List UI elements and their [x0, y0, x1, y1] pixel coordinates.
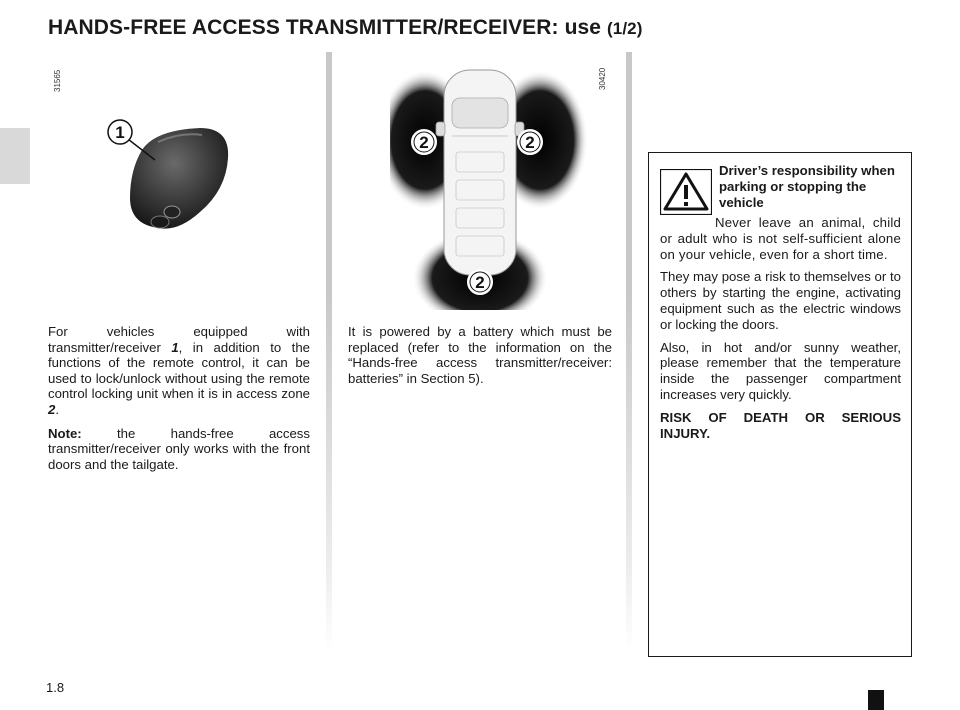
zone-reference: 2 — [48, 401, 56, 417]
warning-paragraph-2: Also, in hot and/or sunny weather, please remember that the temperature inside the passenger compartment increases very quickly. — [660, 339, 901, 402]
column-1-text — [48, 324, 310, 480]
warning-title: Driver’s responsibility when parking or stopping the vehicle — [719, 163, 895, 210]
battery-paragraph: It is powered by a battery which must be replaced (refer to the information on the “Hands-free access transmitter/receiver: batteries” in Section 5). — [348, 324, 612, 386]
page-corner-mark — [868, 690, 884, 710]
zone-number-right: 2 — [525, 133, 535, 152]
page-title-main: HANDS-FREE ACCESS TRANSMITTER/RECEIVER: use — [48, 16, 602, 39]
remote-control-illustration — [100, 110, 260, 250]
warning-box — [648, 152, 912, 657]
receiver-reference: 1 — [171, 339, 179, 355]
zone-callout-left — [412, 130, 436, 154]
zone-callout-right — [518, 130, 542, 154]
section-tab — [0, 128, 30, 184]
zone-callout-rear — [468, 270, 492, 294]
zone-number-left: 2 — [419, 133, 429, 152]
vehicle-access-zones-illustration — [390, 60, 600, 310]
column-divider-left — [326, 52, 332, 652]
warning-final: RISK OF DEATH OR SERIOUS INJURY. — [660, 409, 901, 441]
zone-number-rear: 2 — [475, 273, 485, 292]
warning-paragraph-1: They may pose a risk to themselves or to others by starting the engine, activating equipment such as the electric windows or locking the doors. — [660, 269, 901, 332]
column-divider-right — [626, 52, 632, 652]
page-number: 1.8 — [46, 680, 65, 695]
note-paragraph: Note: the hands-free access transmitter/receiver only works with the front doors and the tailgate. — [48, 425, 310, 472]
callout-number-1: 1 — [115, 123, 125, 142]
column-2-text — [348, 324, 612, 394]
figure-code-zones: 30420 — [598, 67, 607, 90]
intro-paragraph: For vehicles equipped with transmitter/receiver 1, in addition to the functions of the remote control, it can be used to lock/unlock without using the remote control locking unit when it is in access zone 2. — [48, 324, 310, 417]
vehicle-top-view — [436, 70, 524, 275]
page-title-part: (1/2) — [607, 19, 643, 38]
warning-header — [660, 163, 901, 215]
note-label: Note: — [48, 425, 82, 441]
key-ring-hole — [164, 206, 180, 218]
figure-code-remote: 31565 — [53, 69, 62, 92]
warning-lead-paragraph: Never leave an animal, child or adult who is not self-sufficient alone on your vehicle, even for a short time. — [660, 215, 901, 262]
page-title — [48, 16, 642, 40]
warning-triangle-icon — [660, 169, 712, 215]
